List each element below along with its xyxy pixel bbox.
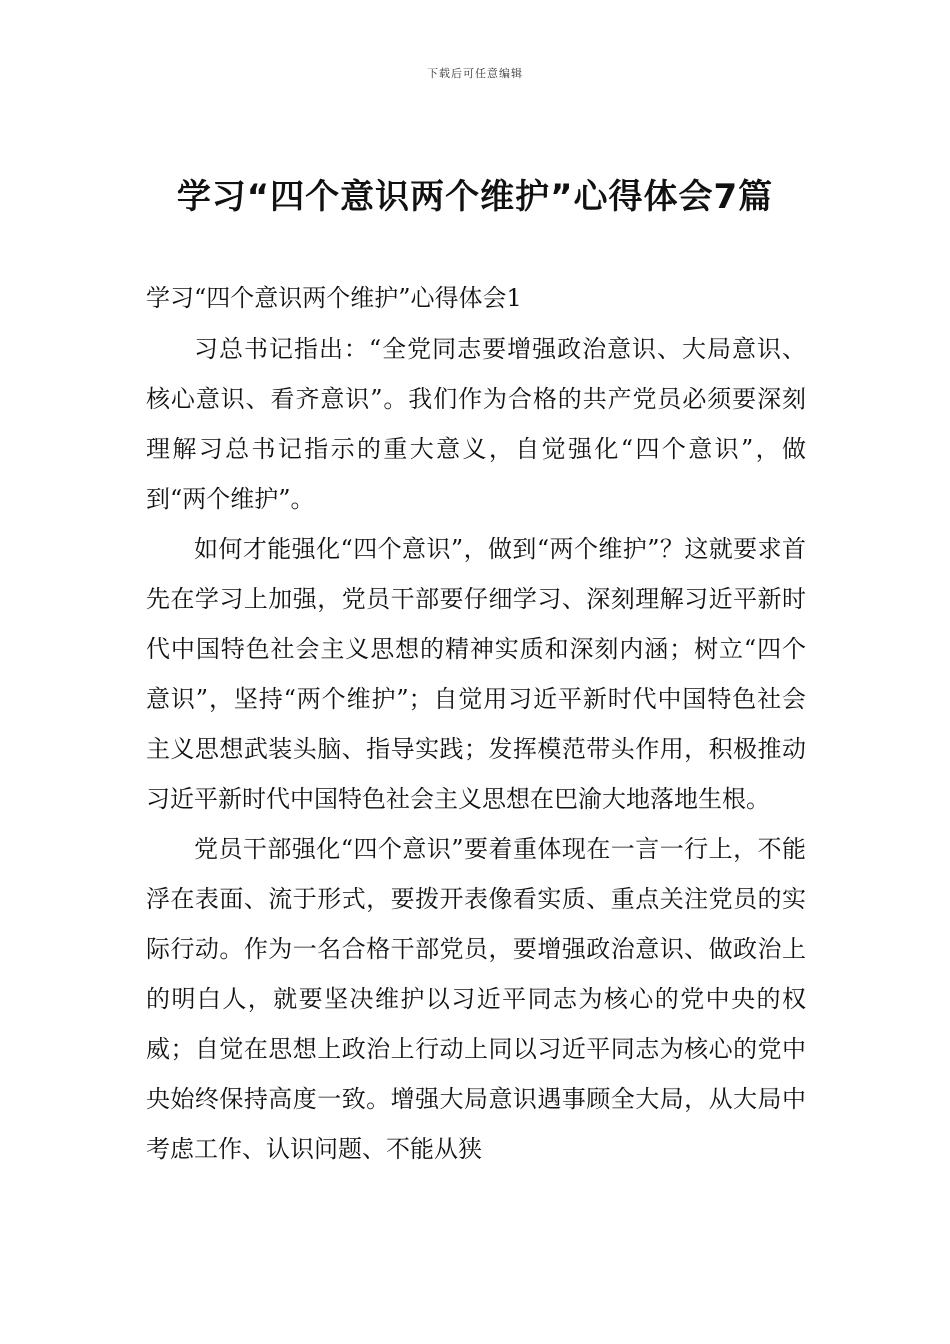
paragraph-3: 党员干部强化“四个意识”要着重体现在一言一行上，不能浮在表面、流于形式，要拨开表像看实质、重点关注党员的实际行动。作为一名合格干部党员，要增强政治意识、做政治上的明白人，就要坚决维护以习近平同志为核心的党中央的权威；自觉在思想上政治上行动上同以习近平同志为核心的党中央始终保持高度一致。增强大局意识遇事顾全大局，从大局中考虑工作、认识问题、不能从狭 (146, 835, 806, 1163)
section-title: 学习“四个意识两个维护”心得体会1 (146, 284, 522, 312)
header-note: 下载后可任意编辑 (427, 67, 523, 80)
paragraph-1: 习总书记指出：“全党同志要增强政治意识、大局意识、核心意识、看齐意识”。我们作为合格的共产党员必须要深刻理解习总书记指示的重大意义，自觉强化“四个意识”，做到“两个维护”。 (146, 335, 806, 513)
document-body (146, 272, 806, 1174)
paragraph-2: 如何才能强化“四个意识”，做到“两个维护”？这就要求首先在学习上加强，党员干部要仔细学习、深刻理解习近平新时代中国特色社会主义思想的精神实质和深刻内涵；树立“四个意识”，坚持“两个维护”；自觉用习近平新时代中国特色社会主义思想武装头脑、指导实践；发挥模范带头作用，积极推动习近平新时代中国特色社会主义思想在巴渝大地落地生根。 (146, 535, 806, 813)
document-title: 学习“四个意识两个维护”心得体会7篇 (176, 177, 774, 217)
